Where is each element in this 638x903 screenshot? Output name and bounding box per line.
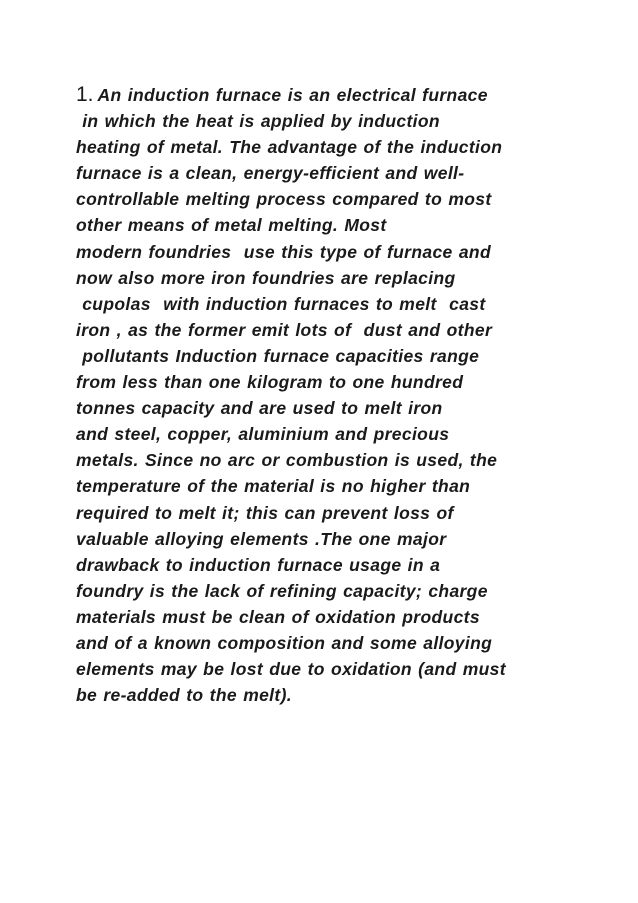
text-line: pollutants Induction furnace capacities range xyxy=(76,345,480,366)
text-line: tonnes capacity and are used to melt iron xyxy=(76,398,443,419)
text-line xyxy=(76,82,616,108)
text-line: now also more iron foundries are replacing xyxy=(76,267,456,288)
text-line: from less than one kilogram to one hundred xyxy=(76,372,464,393)
text-line: in which the heat is applied by induction xyxy=(76,111,440,132)
text-line: and steel, copper, aluminium and precious xyxy=(76,424,450,445)
text-line: iron , as the former emit lots of dust and other xyxy=(76,319,493,340)
text-line: valuable alloying elements .The one major xyxy=(76,528,447,549)
text-line: modern foundries use this type of furnace and xyxy=(76,241,491,262)
text-line: controllable melting process compared to most xyxy=(76,189,492,210)
text-line: required to melt it; this can prevent loss of xyxy=(76,502,454,523)
text-line: drawback to induction furnace usage in a xyxy=(76,554,441,575)
text-line: elements may be lost due to oxidation (and must xyxy=(76,659,506,680)
text-line: be re-added to the melt). xyxy=(76,685,292,706)
text-line: furnace is a clean, energy-efficient and well- xyxy=(76,163,465,184)
text-line: metals. Since no arc or combustion is used, the xyxy=(76,450,498,471)
text-line: materials must be clean of oxidation products xyxy=(76,606,480,627)
text-line: foundry is the lack of refining capacity; charge xyxy=(76,580,488,601)
text-line: other means of metal melting. Most xyxy=(76,215,387,236)
text-line: heating of metal. The advantage of the induction xyxy=(76,137,503,158)
text-line: and of a known composition and some alloying xyxy=(76,632,493,653)
text-line: cupolas with induction furnaces to melt cast xyxy=(76,293,486,314)
line-text: An induction furnace is an electrical furnace xyxy=(97,85,488,105)
paragraph-induction-furnace xyxy=(76,82,616,708)
item-number: 1. xyxy=(76,83,94,106)
text-line: temperature of the material is no higher than xyxy=(76,476,471,497)
